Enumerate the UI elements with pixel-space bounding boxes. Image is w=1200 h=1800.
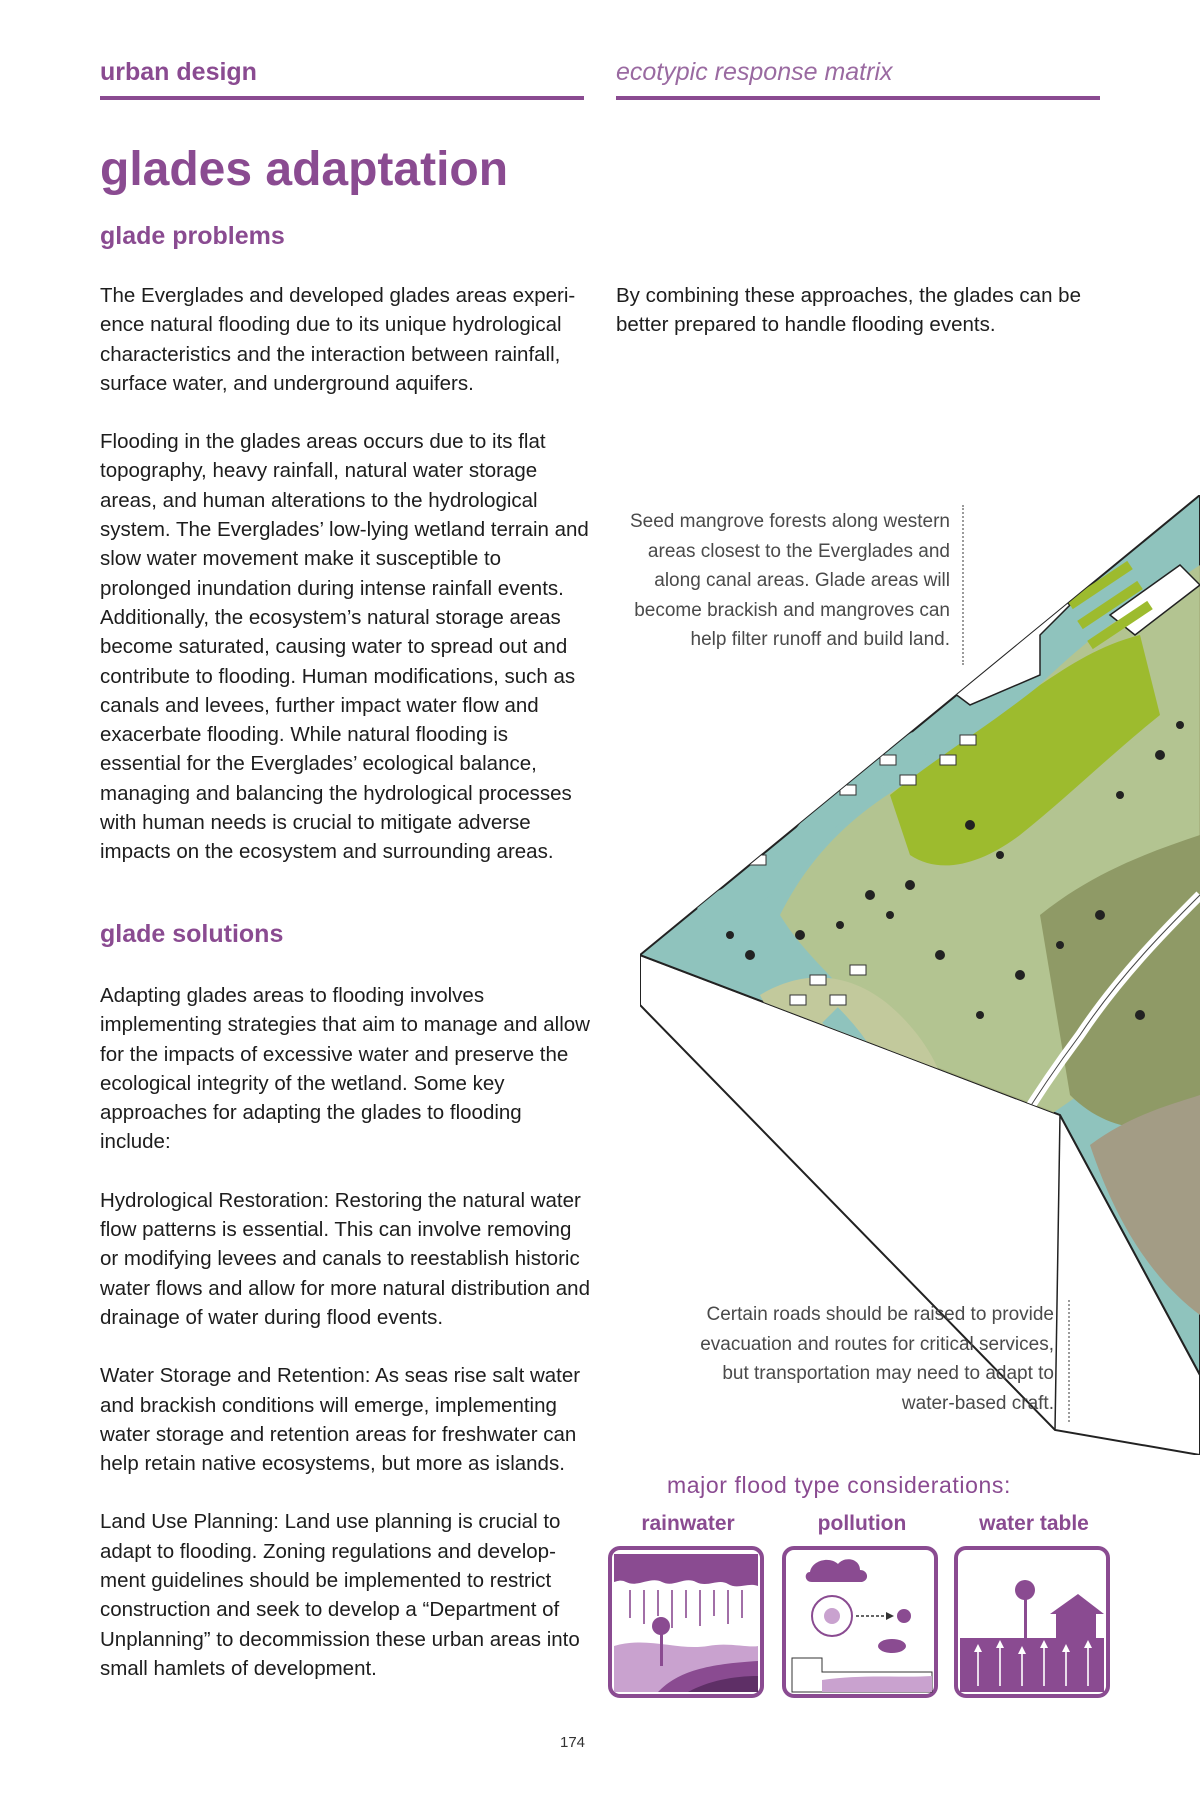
problems-paragraph-2: Flooding in the glades areas occurs due to its flat topography, heavy rainfall, natural water storage areas, and human alterations to the hydrological system. The Everglades’ low-lying wetland terrain and slow water movement make it susceptible to prolonged inundation during intense rainfall events. Additionally, the ecosystem’s natural storage areas become saturated, causing water to spread out and contribute to flooding. Human modifications, such as canals and levees, further impact water flow and exacerbate flooding. While natural flooding is essential for the Everglades’ ecological balance, managing and balancing the hydrological processes with human needs is crucial to mitigate adverse impacts on the ecosystem and surrounding areas.	[100, 430, 589, 864]
page-title: glades adaptation	[100, 143, 509, 196]
section-label: urban design	[100, 58, 257, 86]
mangrove-annotation: Seed mangrove forests along western areas closest to the Everglades and along canal areas. Glade areas will become brackish and mangroves can help filter runoff and build land.	[629, 511, 950, 650]
solutions-paragraph-4: Land Use Planning: Land use planning is crucial to adapt to flooding. Zoning regulations and development guidelines should be implemented to restrict construction and seek to develop a “Department of Unplanning” to decommission these urban areas into small hamlets of development.	[100, 1510, 580, 1680]
chapter-label: ecotypic response matrix	[616, 58, 893, 86]
problems-text	[100, 281, 590, 896]
right-intro-text: By combining these approaches, the glades can be better prepared to handle flooding events.	[616, 284, 1081, 337]
flood-type-label-water-table: water table	[979, 1512, 1089, 1535]
flood-type-label-pollution: pollution	[817, 1512, 907, 1535]
rainwater-icon	[608, 1546, 764, 1698]
solutions-paragraph-3: Water Storage and Retention: As seas rise salt water and brackish conditions will emerge, implementing water storage and retention areas for freshwater can help retain native ecosystems, but more as islands.	[100, 1364, 581, 1476]
pollution-icon	[782, 1546, 938, 1698]
solutions-paragraph-2: Hydrological Restoration: Restoring the natural water flow patterns is essential. This can involve removing or modifying levees and canals to reestablish historic water flows and allow for more natural distribution and drainage of water during flood events.	[100, 1188, 590, 1329]
page-number: 174	[560, 1734, 586, 1751]
header-rule-right	[616, 96, 1100, 100]
roads-annotation: Certain roads should be raised to provide evacuation and routes for critical services, but transportation may need to adapt to water-based craft.	[700, 1304, 1054, 1414]
flood-type-label-rainwater: rainwater	[641, 1512, 735, 1535]
solutions-text	[100, 981, 590, 1712]
problems-heading: glade problems	[100, 222, 285, 250]
roads-leader-line	[1068, 1300, 1070, 1422]
flood-types-title: major flood type considerations:	[667, 1472, 1011, 1498]
solutions-paragraph-1: Adapting glades areas to flooding involves implementing strategies that aim to manage and allow for the impacts of excessive water and preserve the ecological integrity of the wetland. Some key approaches for adapting the glades to flooding include:	[100, 984, 590, 1154]
mangrove-leader-line	[962, 505, 964, 665]
water-table-icon	[954, 1546, 1110, 1698]
problems-paragraph-1: The Everglades and developed glades areas experience natural flooding due to its unique hydrological characteristics and the interaction between rainfall, surface water, and underground aquifers.	[100, 284, 576, 395]
right-intro	[616, 281, 1100, 369]
solutions-heading: glade solutions	[100, 920, 284, 948]
header-rule-left	[100, 96, 584, 100]
